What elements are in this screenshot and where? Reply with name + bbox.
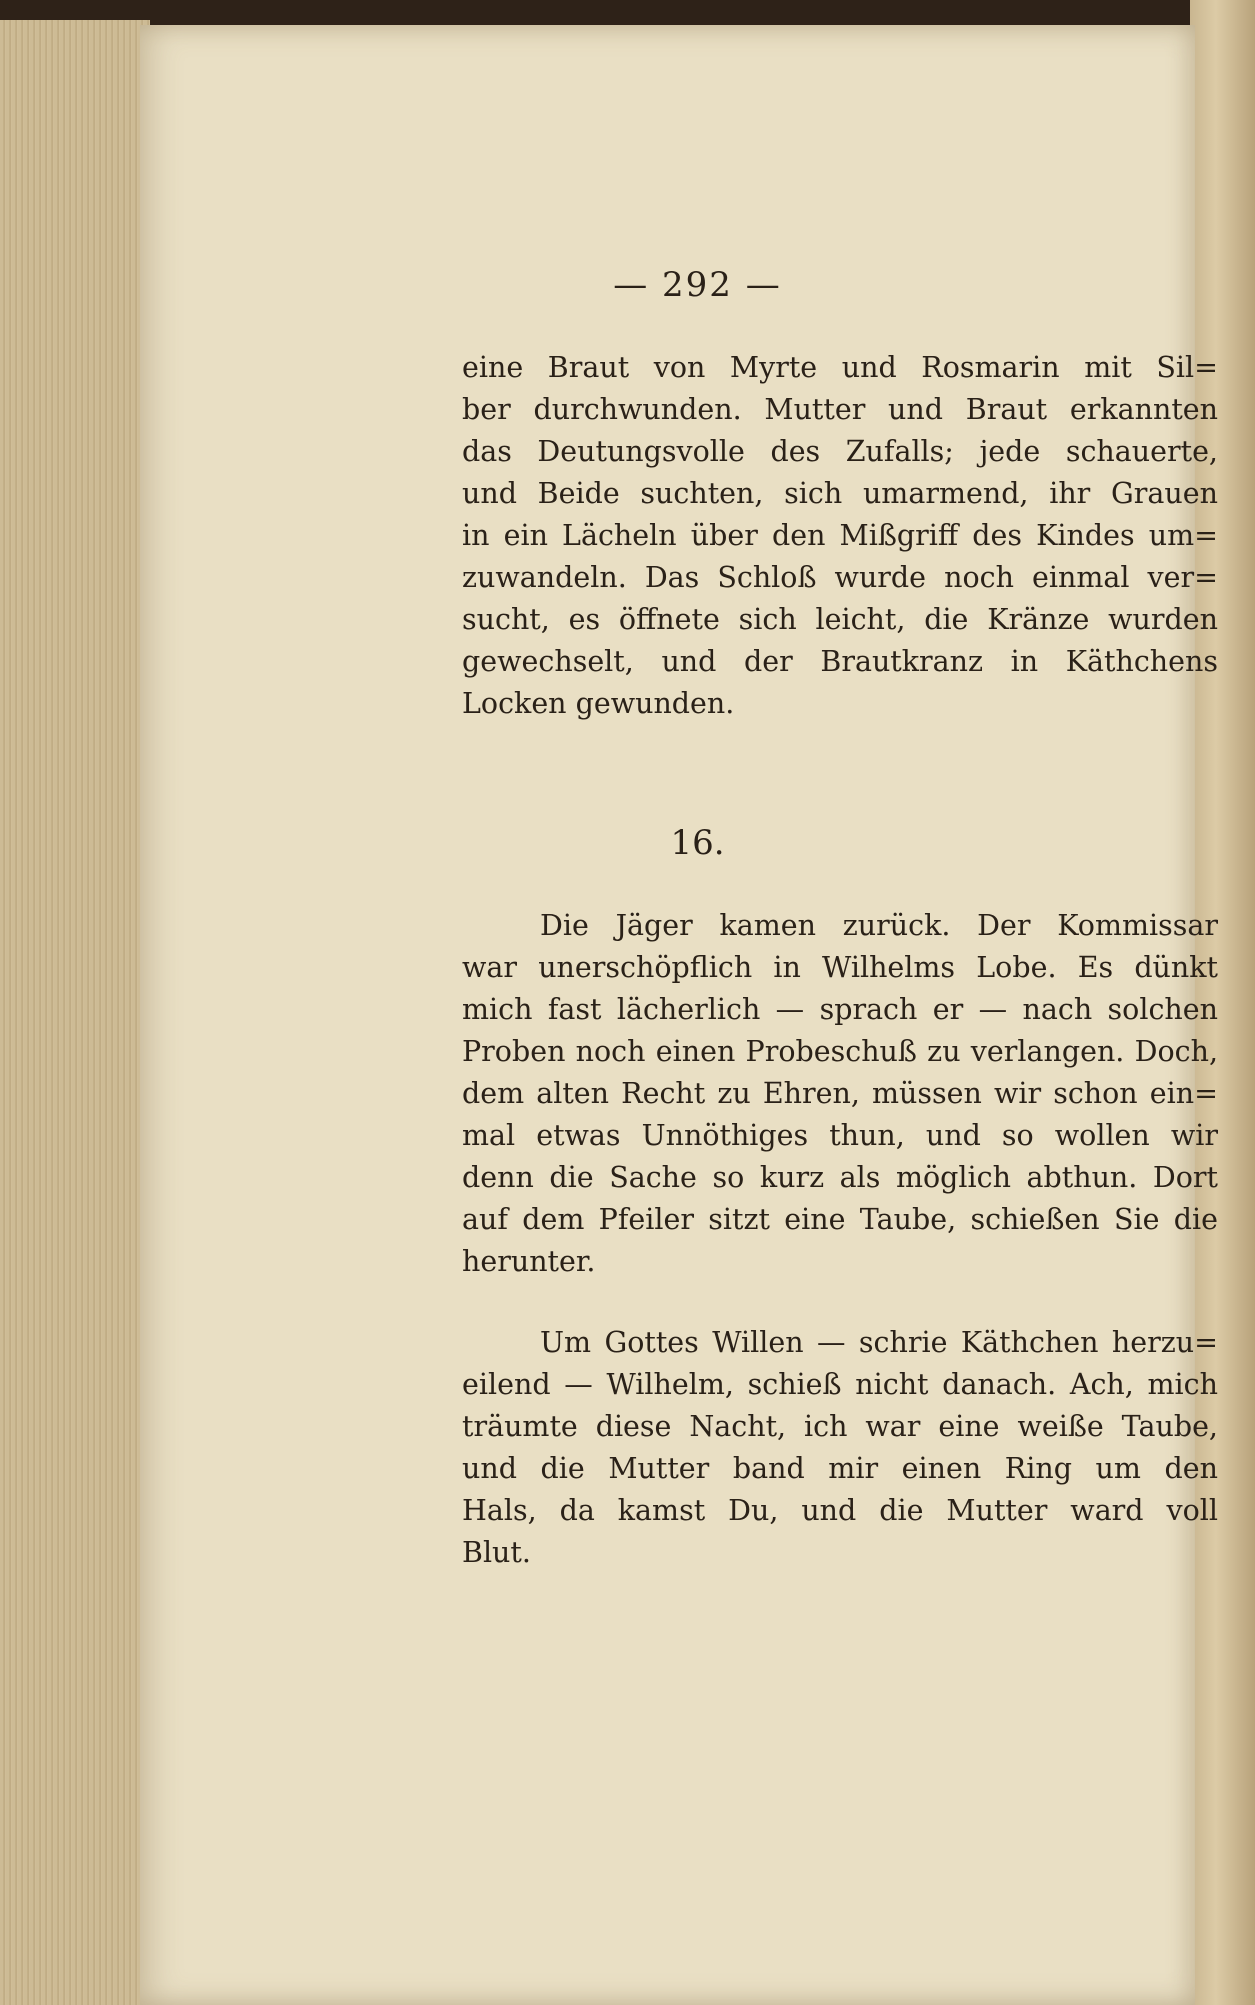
text-line: mich fast lächerlich — sprach er — nach solchen	[462, 993, 1218, 1026]
paragraph-3	[462, 1322, 1218, 1574]
text-line: in ein Lächeln über den Mißgriff des Kindes um=	[462, 519, 1218, 552]
text-line: Hals, da kamst Du, und die Mutter ward voll	[462, 1494, 1218, 1527]
text-line: und die Mutter band mir einen Ring um den	[462, 1452, 1218, 1485]
paragraph-2	[462, 905, 1218, 1283]
text-line: träumte diese Nacht, ich war eine weiße Taube,	[462, 1410, 1218, 1443]
text-line: eilend — Wilhelm, schieß nicht danach. Ach, mich	[462, 1368, 1218, 1401]
text-line: gewechselt, und der Brautkranz in Käthchens	[462, 645, 1218, 678]
text-line: Die Jäger kamen zurück. Der Kommissar	[540, 909, 1218, 942]
text-line: ber durchwunden. Mutter und Braut erkannten	[462, 393, 1218, 426]
text-line: Blut.	[462, 1536, 531, 1569]
text-line: Um Gottes Willen — schrie Käthchen herzu=	[540, 1326, 1218, 1359]
text-line: sucht, es öffnete sich leicht, die Kränze wurden	[462, 603, 1218, 636]
text-line: herunter.	[462, 1245, 596, 1278]
text-line: mal etwas Unnöthiges thun, und so wollen wir	[462, 1119, 1218, 1152]
text-line: Proben noch einen Probeschuß zu verlangen. Doch,	[462, 1035, 1218, 1068]
text-line: das Deutungsvolle des Zufalls; jede schauerte,	[462, 435, 1218, 468]
text-line: Locken gewunden.	[462, 687, 735, 720]
text-line: zuwandeln. Das Schloß wurde noch einmal ver=	[462, 561, 1218, 594]
page-edges	[0, 20, 150, 2005]
text-line: dem alten Recht zu Ehren, müssen wir schon ein=	[462, 1077, 1218, 1110]
text-line: auf dem Pfeiler sitzt eine Taube, schießen Sie die	[462, 1203, 1218, 1236]
book-page	[140, 25, 1218, 2005]
page-number-header: — 292 —	[613, 265, 782, 305]
section-number: 16.	[670, 823, 725, 863]
text-line: denn die Sache so kurz als möglich abthun. Dort	[462, 1161, 1218, 1194]
text-line: und Beide suchten, sich umarmend, ihr Grauen	[462, 477, 1218, 510]
text-line: war unerschöpflich in Wilhelms Lobe. Es dünkt	[462, 951, 1218, 984]
text-line: eine Braut von Myrte und Rosmarin mit Sil=	[462, 351, 1218, 384]
paragraph-1	[462, 347, 1218, 725]
